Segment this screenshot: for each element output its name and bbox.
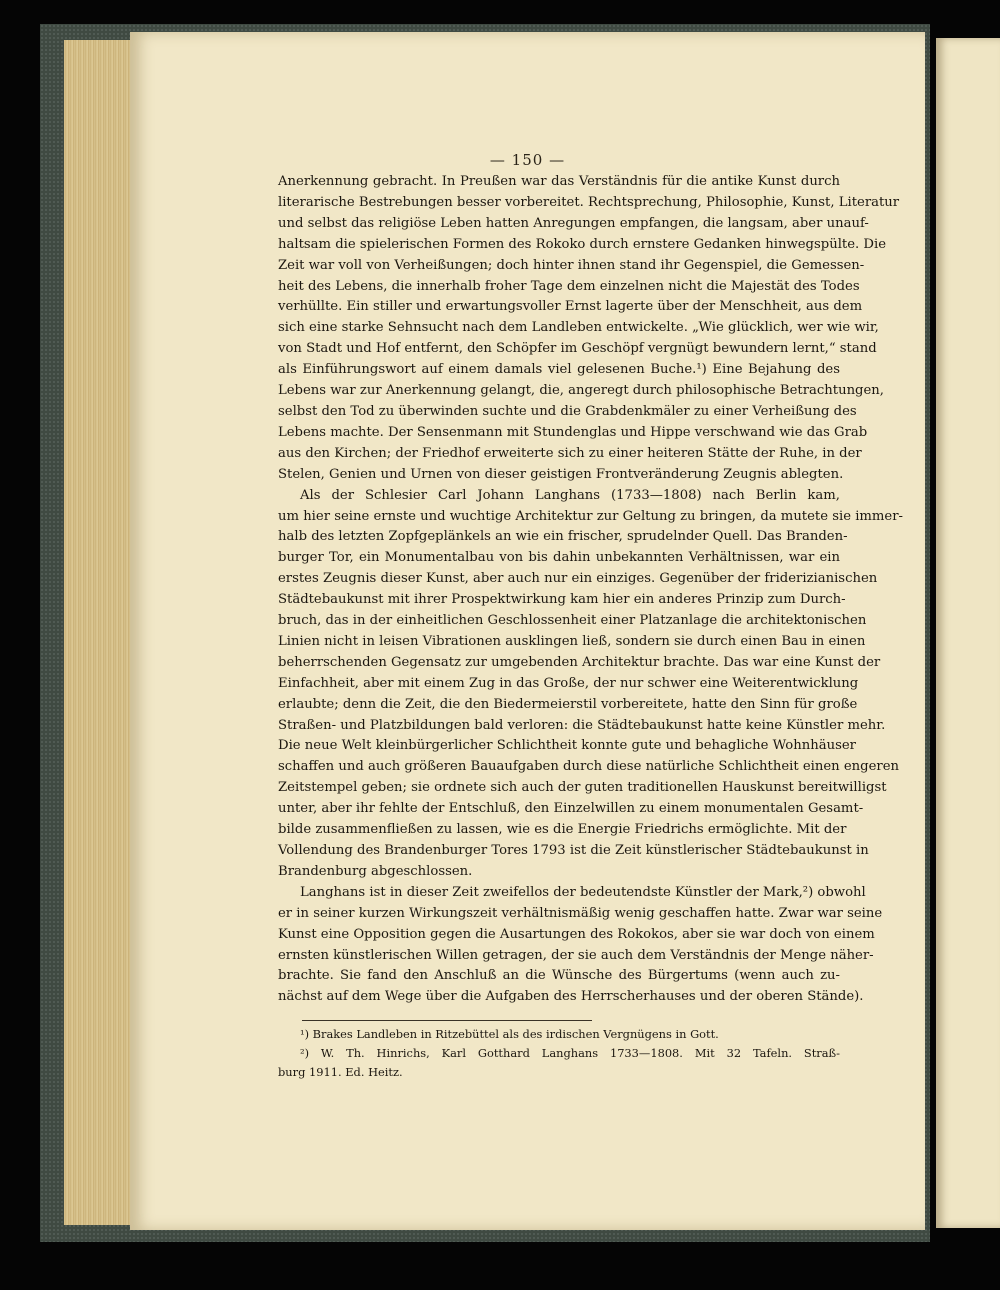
text-line: Kunst eine Opposition gegen die Ausartungen des Rokokos, aber sie war doch von einem [278,926,875,942]
page-number: — 150 — [489,151,566,169]
body-text [278,172,903,1008]
text-line: Städtebaukunst mit ihrer Prospektwirkung kam hier ein anderes Prinzip zum Durch- [278,592,846,608]
text-line: Lebens machte. Der Sensenmann mit Stundenglas und Hippe verschwand wie das Grab [278,424,868,440]
text-line: er in seiner kurzen Wirkungszeit verhältnismäßig wenig geschaffen hatte. Zwar war seine [278,905,883,921]
text-line: Vollendung des Brandenburger Tores 1793 ist die Zeit künstlerischer Städtebaukunst in [278,843,869,858]
text-line: um hier seine ernste und wuchtige Architektur zur Geltung zu bringen, da mutete sie immer- [278,508,903,524]
text-line: unter, aber ihr fehlte der Entschluß, den Einzelwillen zu einem monumentalen Gesamt- [278,801,864,817]
text-line: nächst auf dem Wege über die Aufgaben des Herrscherhauses und der oberen Stände). [278,989,864,1005]
footnote-2: ²) W. Th. Hinrichs, Karl Gotthard Langhans 1733—1808. Mit 32 Tafeln. Straß- [300,1046,840,1060]
text-line: Einfachheit, aber mit einem Zug in das Große, der nur schwer eine Weiterentwicklung [278,675,859,691]
text-line: erstes Zeugnis dieser Kunst, aber auch nur ein einziges. Gegenüber der friderizianischen [278,571,878,587]
text-line: sich eine starke Sehnsucht nach dem Landleben entwickelte. „Wie glücklich, wer wie wir, [278,320,879,336]
text-line: erlaubte; denn die Zeit, die den Biedermeierstil vorbereitete, hatte den Sinn für große [278,696,858,712]
text-line: heit des Lebens, die innerhalb froher Tage dem einzelnen nicht die Majestät des Todes [278,278,860,294]
text-line: Zeitstempel geben; sie ordnete sich auch der guten traditionellen Hauskunst bereitwilligst [278,780,887,796]
text-line: beherrschenden Gegensatz zur umgebenden Architektur brachte. Das war eine Kunst der [278,654,881,670]
text-line: Lebens war zur Anerkennung gelangt, die, angeregt durch philosophische Betrachtungen, [278,383,884,399]
text-line: Anerkennung gebracht. In Preußen war das Verständnis für die antike Kunst durch [278,174,840,189]
text-line: und selbst das religiöse Leben hatten Anregungen empfangen, die langsam, aber unauf- [278,215,869,231]
text-line: burger Tor, ein Monumentalbau von bis dahin unbekannten Verhältnissen, war ein [278,550,840,566]
text-line: von Stadt und Hof entfernt, den Schöpfer im Geschöpf vergnügt bewundern lernt,“ stand [278,341,877,357]
text-line: Als der Schlesier Carl Johann Langhans (1733—1808) nach Berlin kam, [300,487,840,503]
text-line: als Einführungswort auf einem damals viel gelesenen Buche.¹) Eine Bejahung des [278,362,840,378]
text-line: halb des letzten Zopfgeplänkels an wie ein frischer, sprudelnder Quell. Das Branden- [278,529,848,545]
text-line: Brandenburg abgeschlossen. [278,863,473,879]
footnotes [278,1020,840,1082]
text-line: Stelen, Genien und Urnen von dieser geistigen Frontveränderung Zeugnis ablegten. [278,466,844,482]
page-edges [64,40,132,1225]
text-line: Die neue Welt kleinbürgerlicher Schlichtheit konnte gute und behagliche Wohnhäuser [278,738,856,754]
text-line: bruch, das in der einheitlichen Geschlossenheit einer Platzanlage die architektonischen [278,613,867,629]
adjacent-page [936,38,1000,1228]
text-line: Linien nicht in leisen Vibrationen ausklingen ließ, sondern sie durch einen Bau in einen [278,633,866,649]
text-line: haltsam die spielerischen Formen des Rokoko durch ernstere Gedanken hinwegspülte. Die [278,236,887,252]
text-line: schaffen und auch größeren Bauaufgaben durch diese natürliche Schlichtheit einen engeren [278,759,900,775]
text-line: literarische Bestrebungen besser vorbereitet. Rechtsprechung, Philosophie, Kunst, Literatur [278,194,900,210]
text-line: selbst den Tod zu überwinden suchte und die Grabdenkmäler zu einer Verheißung des [278,403,857,419]
text-line: bilde zusammenfließen zu lassen, wie es die Energie Friedrichs ermöglichte. Mit der [278,822,847,838]
text-line: Zeit war voll von Verheißungen; doch hinter ihnen stand ihr Gegenspiel, die Gemessen- [278,257,865,273]
text-line: aus den Kirchen; der Friedhof erweiterte sich zu einer heiteren Stätte der Ruhe, in der [278,445,862,461]
text-line: brachte. Sie fand den Anschluß an die Wünsche des Bürgertums (wenn auch zu- [278,968,840,984]
footnote-2-continued: burg 1911. Ed. Heitz. [278,1065,403,1079]
footnote-rule [302,1020,592,1021]
text-line: ernsten künstlerischen Willen getragen, der sie auch dem Verständnis der Menge näher- [278,947,874,963]
text-line: Straßen- und Platzbildungen bald verloren: die Städtebaukunst hatte keine Künstler mehr. [278,717,886,733]
text-line: verhüllte. Ein stiller und erwartungsvoller Ernst lagerte über der Menschheit, aus dem [278,299,863,315]
text-line: Langhans ist in dieser Zeit zweifellos der bedeutendste Künstler der Mark,²) obwohl [300,884,866,900]
footnote-1: ¹) Brakes Landleben in Ritzebüttel als des irdischen Vergnügens in Gott. [300,1027,719,1041]
